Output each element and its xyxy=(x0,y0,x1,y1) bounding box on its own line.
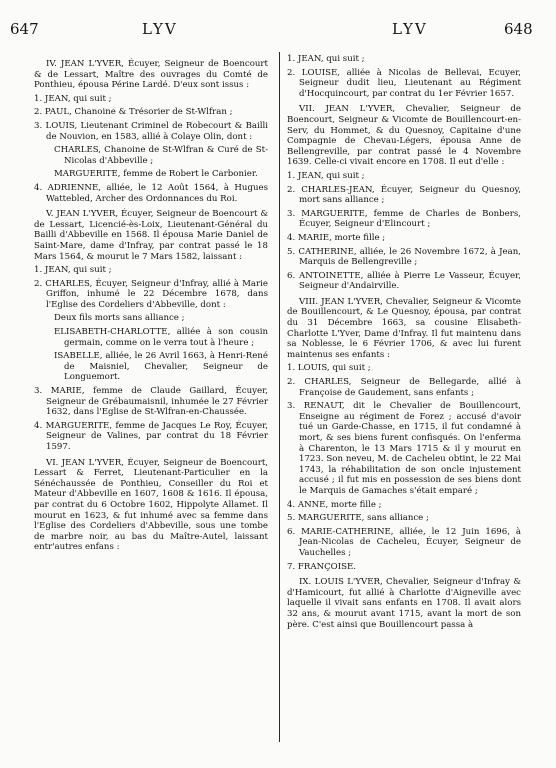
child-entry: 3. MARIE, femme de Claude Gaillard, Écuyer, Seigneur de Grébaumaisnil, inhumée le 27 Février 1632, dans l'Eglise de St-Wlfran-en-Chaussée. xyxy=(34,386,268,418)
child-entry: 5. CATHERINE, alliée, le 26 Novembre 1672, à Jean, Marquis de Bellengreville ; xyxy=(287,246,521,268)
child-entry: 6. MARIE-CATHERINE, alliée, le 12 Juin 1696, à Jean-Nicolas de Cacheleu, Écuyer, Seigneur de Vauchelles ; xyxy=(287,526,521,558)
running-head-left: LYV xyxy=(142,20,178,38)
child-entry: 1. JEAN, qui suit ; xyxy=(34,265,112,276)
page-number-left: 647 xyxy=(10,20,39,38)
child-entry: 1. JEAN, qui suit ; xyxy=(287,170,365,181)
generation-heading: VI. JEAN L'YVER, Écuyer, Seigneur de Boencourt, Lessart & Ferret, Lieutenant-Particulier en la Sénéchaussée de Ponthieu, Conseiller du Roi et Mateur d'Abbeville en 1607, 1608 & 1616. Il épousa, par contrat du 6 Octobre 1602, Hippolyte Allamet. Il mourut en 1623, & fut inhumé avec sa femme dans l'Eglise des Cordeliers d'Abbeville, sous une tombe de marbre noir, au bas du Maître-Autel, laissant entr'autres enfans : xyxy=(34,457,268,553)
child-entry: 1. LOUIS, qui suit ; xyxy=(287,363,371,374)
child-entry: 2. PAUL, Chanoine & Trésorier de St-Wlfran ; xyxy=(34,107,233,118)
child-entry: 1. JEAN, qui suit ; xyxy=(34,93,112,104)
child-entry: 7. FRANÇOISE. xyxy=(287,561,356,572)
child-entry: 2. LOUISE, alliée à Nicolas de Bellevai, Ecuyer, Seigneur dudit lieu, Lieutenant au Régiment d'Hocquincourt, par contrat du 1er Février 1657. xyxy=(287,67,521,99)
child-entry: 4. ANNE, morte fille ; xyxy=(287,499,382,510)
grandchild-entry: ISABELLE, alliée, le 26 Avril 1663, à Henri-René de Maisniel, Chevalier, Seigneur de Longuemort. xyxy=(54,351,268,383)
grandchild-entry: CHARLES, Chanoine de St-Wlfran & Curé de St-Nicolas d'Abbeville ; xyxy=(54,145,268,166)
child-entry: 2. CHARLES, Seigneur de Bellegarde, allié à Françoise de Gaudement, sans enfants ; xyxy=(287,377,521,398)
page-number-right: 648 xyxy=(504,20,533,38)
generation-heading: V. JEAN L'YVER, Écuyer, Seigneur de Boencourt & de Lessart, Licencié-ès-Loix, Lieutenant-Général du Bailli d'Abbeville en 1568. Il épousa Marie Daniel de Saint-Mare, dame d'Infray, par contrat passé le 18 Mars 1564, & mourut le 7 Mars 1582, laissant : xyxy=(34,209,268,262)
generation-heading: IX. LOUIS L'YVER, Chevalier, Seigneur d'Infray & d'Hamicourt, fut allié à Charlotte d'Aigneville avec laquelle il vivait sans enfants en 1708. Il avait alors 32 ans, & mourut avant 1715, avant la mort de son père. C'est ainsi que Bouillencourt passa à xyxy=(287,577,521,630)
grandchild-entry: ELISABETH-CHARLOTTE, alliée à son cousin germain, comme on le verra tout à l'heure ; xyxy=(54,327,268,348)
generation-heading: VIII. JEAN L'YVER, Chevalier, Seigneur & Vicomte de Bouillencourt, & Le Quesnoy, épousa, par contrat du 31 Décembre 1663, sa cousine Elisabeth-Charlotte L'Yver, Dame d'Infray. Il fut maintenu dans sa Noblesse, le 6 Février 1706, & avec lui furent maintenus ses enfants : xyxy=(287,296,521,360)
child-entry: 4. ADRIENNE, alliée, le 12 Août 1564, à Hugues Wattebled, Archer des Ordonnances du Roi. xyxy=(34,182,268,204)
generation-heading: VII. JEAN L'YVER, Chevalier, Seigneur de Boencourt, Seigneur & Vicomte de Bouillencourt-en-Serv, du Hommet, & du Quesnoy, Capitaine d'une Compagnie de Chevau-Légers, épousa Anne de Bellengreville, par contrat passé le 4 Novembre 1639. Celle-ci vivait encore en 1708. Il eut d'elle : xyxy=(287,104,521,168)
child-entry: 2. CHARLES, Écuyer, Seigneur d'Infray, allié à Marie Griffon, inhumé le 22 Décembre 1678, dans l'Eglise des Cordeliers d'Abbeville, dont : xyxy=(34,278,268,310)
child-entry: 2. CHARLES-JEAN, Écuyer, Seigneur du Quesnoy, mort sans alliance ; xyxy=(287,184,521,206)
child-entry: 3. LOUIS, Lieutenant Criminel de Robecourt & Bailli de Nouvion, en 1583, allié à Colaye Olin, dont : xyxy=(34,120,268,142)
child-entry: 6. ANTOINETTE, alliée à Pierre Le Vasseur, Écuyer, Seigneur d'Andairville. xyxy=(287,270,521,292)
generation-heading: IV. JEAN L'YVER, Écuyer, Seigneur de Boencourt & de Lessart, Maître des ouvrages du Comté de Ponthieu, épousa Périne Lardé. D'eux sont issus : xyxy=(34,59,268,91)
child-entry: 4. MARGUERITE, femme de Jacques Le Roy, Écuyer, Seigneur de Valines, par contrat du 18 Février 1597. xyxy=(34,420,268,452)
grandchild-entry: Deux fils morts sans alliance ; xyxy=(54,313,185,324)
child-entry: 5. MARGUERITE, sans alliance ; xyxy=(287,513,429,524)
left-column xyxy=(34,54,268,556)
child-entry: 4. MARIE, morte fille ; xyxy=(287,232,386,243)
child-entry: 3. MARGUERITE, femme de Charles de Bonbers, Écuyer, Seigneur d'Elincourt ; xyxy=(287,208,521,230)
right-column xyxy=(287,54,521,633)
running-head-right: LYV xyxy=(392,20,428,38)
child-entry: 1. JEAN, qui suit ; xyxy=(287,54,365,64)
column-divider xyxy=(279,52,280,742)
grandchild-entry: MARGUERITE, femme de Robert le Carbonier. xyxy=(54,169,258,180)
child-entry: 3. RENAUT, dit le Chevalier de Bouillencourt, Enseigne au régiment de Forez ; accusé d'avoir tué un Garde-Chasse, en 1715, il fut condamné à mort, & ses biens furent confisqués. On l'enferma à Charenton, le 13 Mars 1715 & il y mourut en 1723. Son neveu, M. de Cacheleu obtint, le 22 Mai 1743, la réhabilitation de son oncle injustement accusé ; il fut mis en possession de ses biens dont le Marquis de Gamaches s'était emparé ; xyxy=(287,401,521,496)
